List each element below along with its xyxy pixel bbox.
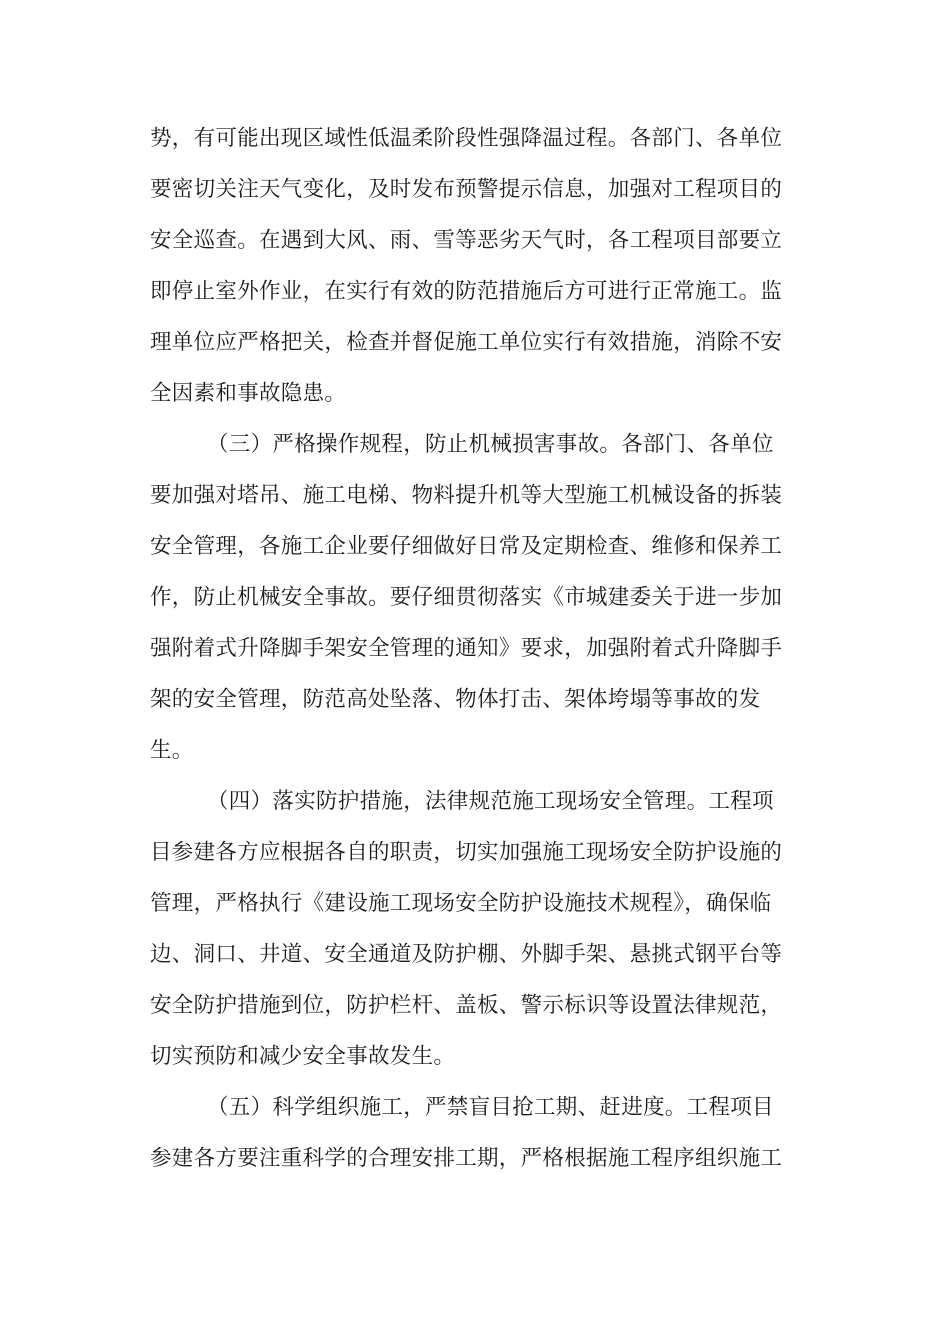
text-line: 切实预防和减少安全事故发生。	[150, 1044, 456, 1069]
text-line: 理单位应严格把关，检查并督促施工单位实行有效措施，消除不安	[150, 330, 783, 355]
text-line: 生。	[150, 738, 194, 763]
text-line: 管理，严格执行《建设施工现场安全防护设施技术规程》，确保临	[150, 891, 772, 916]
text-line: 要加强对塔吊、施工电梯、物料提升机等大型施工机械设备的拆装	[150, 483, 783, 508]
text-line: 目参建各方应根据各自的职责，切实加强施工现场安全防护设施的	[150, 840, 783, 865]
paragraph-heading: （四）落实防护措施，法律规范施工现场安全管理。工程项	[207, 789, 774, 814]
paragraph-heading: （三）严格操作规程，防止机械损害事故。各部门、各单位	[207, 432, 774, 457]
text-line: 架的安全管理，防范高处坠落、物体打击、架体垮塌等事故的发	[150, 687, 761, 712]
text-line: 即停止室外作业，在实行有效的防范措施后方可进行正常施工。监	[150, 279, 783, 304]
text-line: 边、洞口、井道、安全通道及防护棚、外脚手架、悬挑式钢平台等	[150, 942, 783, 967]
text-line: 参建各方要注重科学的合理安排工期，严格根据施工程序组织施工	[150, 1146, 783, 1171]
paragraph-heading: （五）科学组织施工，严禁盲目抢工期、赶进度。工程项目	[207, 1095, 774, 1120]
text-line: 强附着式升降脚手架安全管理的通知》要求，加强附着式升降脚手	[150, 636, 783, 661]
text-line: 安全巡查。在遇到大风、雨、雪等恶劣天气时，各工程项目部要立	[150, 228, 783, 253]
text-line: 要密切关注天气变化，及时发布预警提示信息，加强对工程项目的	[150, 177, 783, 202]
text-line: 势，有可能出现区域性低温柔阶段性强降温过程。各部门、各单位	[150, 126, 783, 151]
text-line: 安全防护措施到位，防护栏杆、盖板、警示标识等设置法律规范，	[150, 993, 783, 1018]
text-line: 安全管理，各施工企业要仔细做好日常及定期检查、维修和保养工	[150, 534, 783, 559]
text-line: 作，防止机械安全事故。要仔细贯彻落实《市城建委关于进一步加	[150, 585, 783, 610]
text-line: 全因素和事故隐患。	[150, 381, 347, 406]
